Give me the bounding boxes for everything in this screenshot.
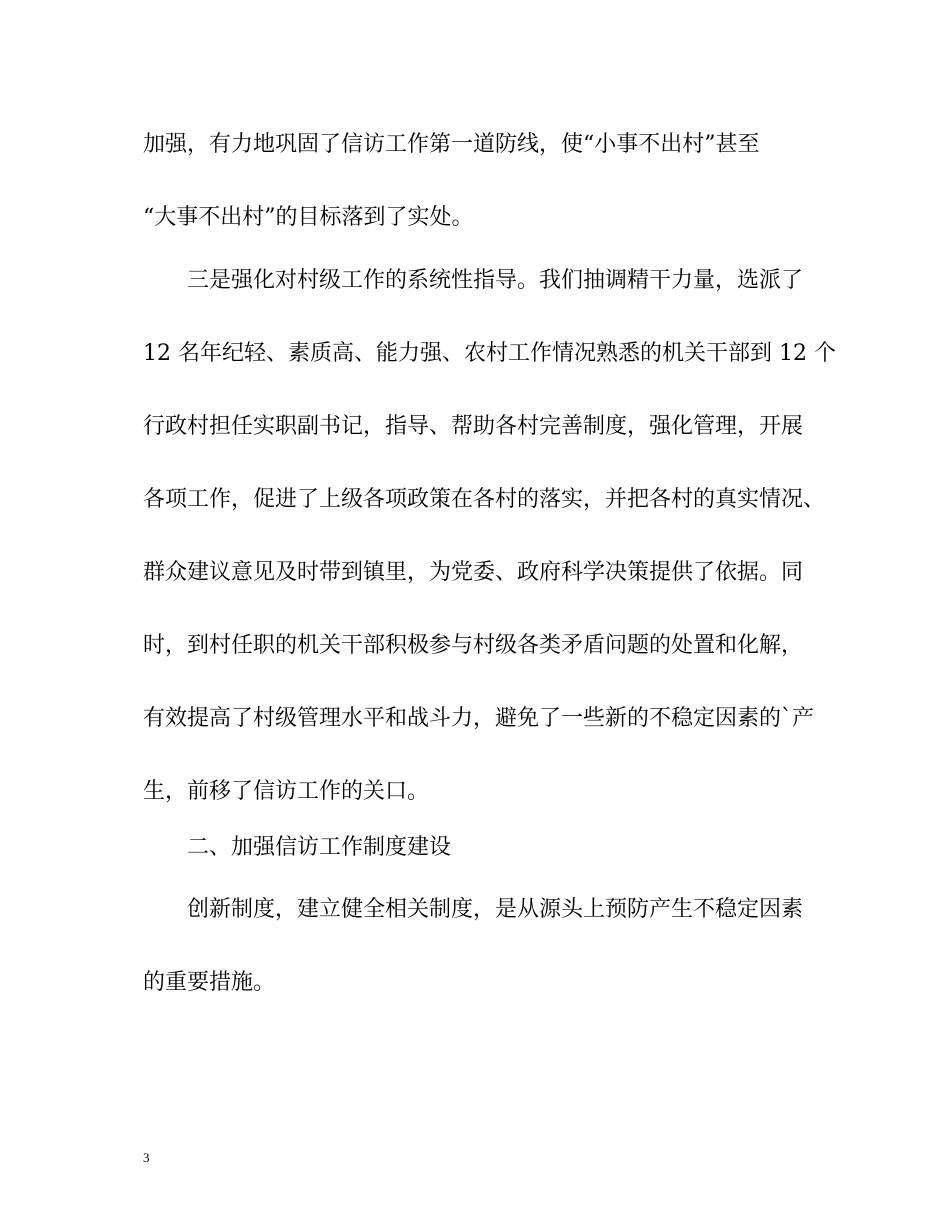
text-line: 生，前移了信访工作的关口。 [143,779,430,804]
text-line: 各项工作，促进了上级各项政策在各村的落实，并把各村的真实情况、 [143,487,826,512]
text-line: 12 名年纪轻、素质高、能力强、农村工作情况熟悉的机关干部到 12 个 [143,341,836,366]
section-heading: 二、加强信访工作制度建设 [187,835,452,860]
text-line: 群众建议意见及时带到镇里，为党委、政府科学决策提供了依据。同 [143,560,804,585]
text-line: “大事不出村”的目标落到了实处。 [143,205,474,230]
text-line: 创新制度，建立健全相关制度，是从源头上预防产生不稳定因素 [187,897,804,922]
text-line: 有效提高了村级管理水平和战斗力，避免了一些新的不稳定因素的`产 [143,706,815,731]
text-line: 加强，有力地巩固了信访工作第一道防线，使“小事不出村”甚至 [143,132,760,157]
text-line: 的重要措施。 [143,970,276,995]
text-line: 行政村担任实职副书记，指导、帮助各村完善制度，强化管理，开展 [143,414,804,439]
text-line: 时，到村任职的机关干部积极参与村级各类矛盾问题的处置和化解， [143,633,804,658]
page-number: 3 [143,1150,150,1165]
text-line: 三是强化对村级工作的系统性指导。我们抽调精干力量，选派了 [187,268,804,293]
